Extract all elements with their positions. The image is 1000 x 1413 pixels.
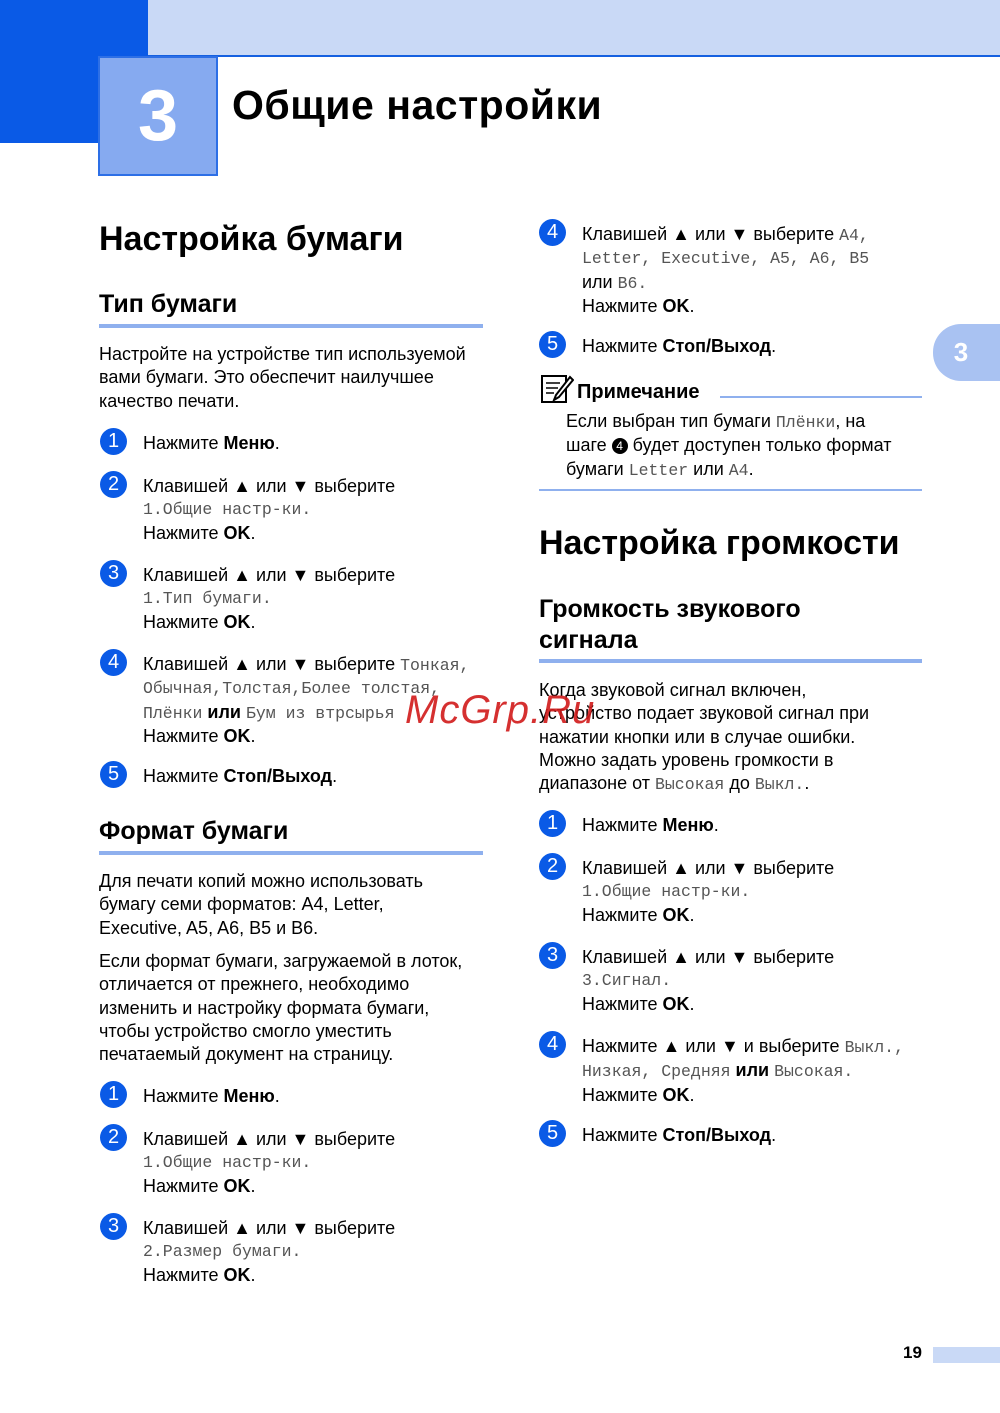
step-text: Клавишей ▲ или ▼ выберите 1.Общие настр-ки. Нажмите OK.	[143, 1129, 396, 1196]
step-text: Клавишей ▲ или ▼ выберите 1.Тип бумаги. Нажмите OK.	[143, 565, 396, 632]
side-chapter-tab-number: 3	[953, 337, 969, 367]
step-number: 3	[100, 560, 127, 587]
step-number: 3	[100, 1213, 127, 1240]
step-number: 4	[100, 649, 127, 676]
paper-type-intro: Настройте на устройстве тип используемой вами бумаги. Это обеспечит наилучшее качество печати.	[99, 344, 466, 411]
step-text: Нажмите Меню.	[143, 433, 280, 453]
watermark: McGrp.Ru	[405, 688, 596, 732]
step-text: Нажмите Стоп/Выход.	[143, 766, 338, 786]
note-pencil-icon	[540, 373, 574, 405]
step-text: Клавишей ▲ или ▼ выберите 1.Общие настр-ки. Нажмите OK.	[143, 476, 396, 543]
note-title: Примечание	[577, 381, 700, 403]
step-text: Нажмите Меню.	[143, 1086, 280, 1106]
section-title-paper: Настройка бумаги	[99, 220, 404, 258]
step-number: 3	[539, 942, 566, 969]
step-number: 1	[539, 810, 566, 837]
page-number: 19	[903, 1343, 922, 1362]
step-text: Клавишей ▲ или ▼ выберите 3.Сигнал. Нажмите OK.	[582, 947, 835, 1014]
step-number: 1	[100, 428, 127, 455]
step-text: Клавишей ▲ или ▼ выберите 1.Общие настр-ки. Нажмите OK.	[582, 858, 835, 925]
subsection-rule	[539, 659, 922, 663]
step-number: 2	[539, 853, 566, 880]
note-body: Если выбран тип бумаги Плёнки, на шаге 4 будет доступен только формат бумаги Letter или A4.	[566, 411, 892, 480]
note-bottom-rule	[539, 489, 922, 491]
subsection-title-paper-size: Формат бумаги	[99, 817, 289, 845]
note-top-rule	[720, 396, 922, 398]
chapter-title: Общие настройки	[232, 82, 603, 128]
subsection-title-paper-type: Тип бумаги	[99, 290, 238, 318]
step-text: Нажмите ▲ или ▼ и выберите Выкл., Низкая, Средняя или Высокая. Нажмите OK.	[582, 1036, 904, 1105]
section-title-volume: Настройка громкости	[539, 524, 900, 562]
chapter-number: 3	[137, 76, 179, 156]
header-rule	[148, 55, 1000, 57]
step-number: 2	[100, 1124, 127, 1151]
step-number: 5	[539, 1120, 566, 1147]
step-text: Клавишей ▲ или ▼ выберите 2.Размер бумаги. Нажмите OK.	[143, 1218, 396, 1285]
step-number: 1	[100, 1081, 127, 1108]
step-number: 4	[539, 1031, 566, 1058]
step-number: 5	[100, 761, 127, 788]
footer-bar	[933, 1347, 1000, 1363]
header-band	[148, 0, 1000, 55]
step-text: Нажмите Меню.	[582, 815, 719, 835]
subsection-rule	[99, 851, 483, 855]
step-number: 2	[100, 471, 127, 498]
subsection-rule	[99, 324, 483, 328]
paper-size-intro-1: Для печати копий можно использовать бумагу семи форматов: A4, Letter, Executive, A5, A6, B5 и B6.	[99, 871, 423, 938]
step-text: Нажмите Стоп/Выход.	[582, 1125, 777, 1145]
beep-intro: Когда звуковой сигнал включен, устройство подает звуковой сигнал при нажатии кнопки или в случае ошибки. Можно задать уровень громкости в диапазоне от Высокая до Выкл..	[539, 680, 870, 795]
subsection-title-beep-volume: Громкость звукового сигнала	[539, 595, 801, 654]
step-text: Клавишей ▲ или ▼ выберите Тонкая, Обычная,Толстая,Более толстая, Плёнки или Бум из втрсырья Нажмите OK.	[143, 654, 470, 746]
step-text: Нажмите Стоп/Выход.	[582, 336, 777, 356]
step-number: 5	[539, 331, 566, 358]
paper-size-intro-2: Если формат бумаги, загружаемой в лоток, отличается от прежнего, необходимо изменить и настройку формата бумаги, чтобы устройство смогло уместить печатаемый документ на страницу.	[99, 951, 463, 1065]
step-number: 4	[539, 219, 566, 246]
step-text: Клавишей ▲ или ▼ выберите A4, Letter, Executive, A5, A6, B5 или B6. Нажмите OK.	[582, 224, 870, 316]
